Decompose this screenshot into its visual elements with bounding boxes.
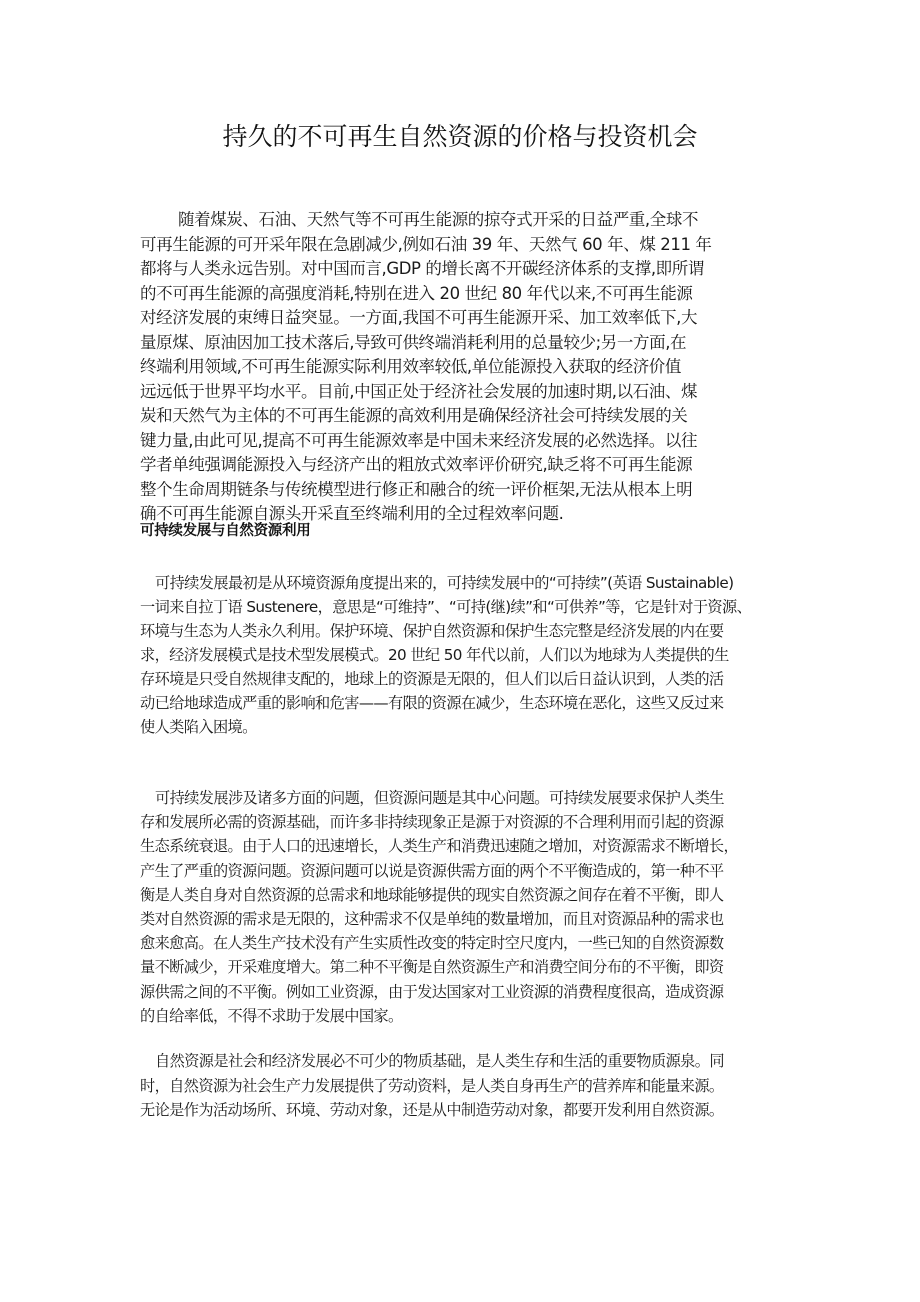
text-line: 量不断减少，开采难度增大。第二种不平衡是自然资源生产和消费空间分布的不平衡，即资 — [140, 958, 724, 977]
text-line: 存环境是只受自然规律支配的，地球上的资源是无限的，但人们以后日益认识到，人类的活 — [140, 670, 724, 688]
text-line: 存和发展所必需的资源基础，而许多非持续现象正是源于对资源的不合理利用而引起的资源 — [140, 813, 724, 832]
text-line: 可持续发展最初是从环境资源角度提出来的，可持续发展中的“可持续”(英语 Sustainable) — [155, 574, 734, 592]
text-line: 自然资源是社会和经济发展必不可少的物质基础，是人类生存和生活的重要物质源泉。同 — [155, 1052, 724, 1070]
text-line: 远远低于世界平均水平。目前,中国正处于经济社会发展的加速时期,以石油、煤 — [140, 381, 698, 401]
text-line: 的自给率低，不得不求助于发展中国家。 — [140, 1006, 403, 1025]
document-title: 持久的不可再生自然资源的价格与投资机会 — [222, 122, 698, 151]
text-line: 学者单纯强调能源投入与经济产出的粗放式效率评价研究,缺乏将不可再生能源 — [140, 455, 693, 474]
text-line: 对经济发展的束缚日益突显。一方面,我国不可再生能源开采、加工效率低下,大 — [140, 308, 698, 327]
text-line: 产生了严重的资源问题。资源问题可以说是资源供需方面的两个不平衡造成的，第一种不平 — [140, 861, 724, 880]
text-line: 可持续发展涉及诸多方面的问题，但资源问题是其中心问题。可持续发展要求保护人类生 — [155, 789, 724, 807]
text-line: 的不可再生能源的高强度消耗,特别在进入 20 世纪 80 年代以来,不可再生能源 — [140, 283, 693, 303]
text-line: 愈来愈高。在人类生产技术没有产生实质性改变的特定时空尺度内，一些已知的自然资源数 — [140, 934, 724, 953]
text-line: 整个生命周期链条与传统模型进行修正和融合的统一评价框架,无法从根本上明 — [140, 479, 693, 499]
text-line: 求，经济发展模式是技术型发展模式。20 世纪 50 年代以前，人们以为地球为人类提供的生 — [140, 646, 729, 664]
section-heading: 可持续发展与自然资源利用 — [140, 523, 311, 539]
text-line: 使人类陷入困境。 — [140, 718, 257, 736]
text-line: 随着煤炭、石油、天然气等不可再生能源的掠夺式开采的日益严重,全球不 — [178, 210, 699, 229]
text-line: 源供需之间的不平衡。例如工业资源，由于发达国家对工业资源的消费程度很高，造成资源 — [140, 982, 724, 1001]
text-line: 衡是人类自身对自然资源的总需求和地球能够提供的现实自然资源之间存在着不平衡，即人 — [140, 885, 724, 904]
text-line: 一词来自拉丁语 Sustenere，意思是“可维持”、“可持(继)续”和“可供养”等，它是针对于资源、 — [140, 598, 752, 616]
text-line: 键力量,由此可见,提高不可再生能源效率是中国未来经济发展的必然选择。以往 — [140, 430, 698, 450]
text-line: 生态系统衰退。由于人口的迅速增长，人类生产和消费迅速随之增加，对资源需求不断增长， — [140, 837, 739, 856]
text-line: 无论是作为活动场所、环境、劳动对象，还是从中制造劳动对象，都要开发利用自然资源。 — [140, 1101, 724, 1119]
text-line: 类对自然资源的需求是无限的，这种需求不仅是单纯的数量增加，而且对资源品种的需求也 — [140, 910, 724, 928]
text-line: 都将与人类永远告别。对中国而言,GDP 的增长离不开碳经济体系的支撑,即所谓 — [140, 259, 704, 278]
text-line: 动已给地球造成严重的影响和危害——有限的资源在减少，生态环境在恶化，这些又反过来 — [140, 694, 724, 712]
text-line: 时，自然资源为社会生产力发展提供了劳动资料，是人类自身再生产的营养库和能量来源。 — [140, 1076, 724, 1095]
text-line: 炭和天然气为主体的不可再生能源的高效利用是确保经济社会可持续发展的关 — [140, 406, 688, 425]
text-line: 可再生能源的可开采年限在急剧减少,例如石油 39 年、天然气 60 年、煤 211 年 — [140, 234, 712, 254]
text-line: 环境与生态为人类永久利用。保护环境、保护自然资源和保护生态完整是经济发展的内在要 — [140, 622, 724, 640]
text-line: 量原煤、原油因加工技术落后,导致可供终端消耗利用的总量较少;另一方面,在 — [140, 332, 687, 352]
text-line: 确不可再生能源自源头开采直至终端利用的全过程效率问题. — [140, 504, 564, 523]
text-line: 终端利用领域,不可再生能源实际利用效率较低,单位能源投入获取的经济价值 — [140, 357, 681, 376]
